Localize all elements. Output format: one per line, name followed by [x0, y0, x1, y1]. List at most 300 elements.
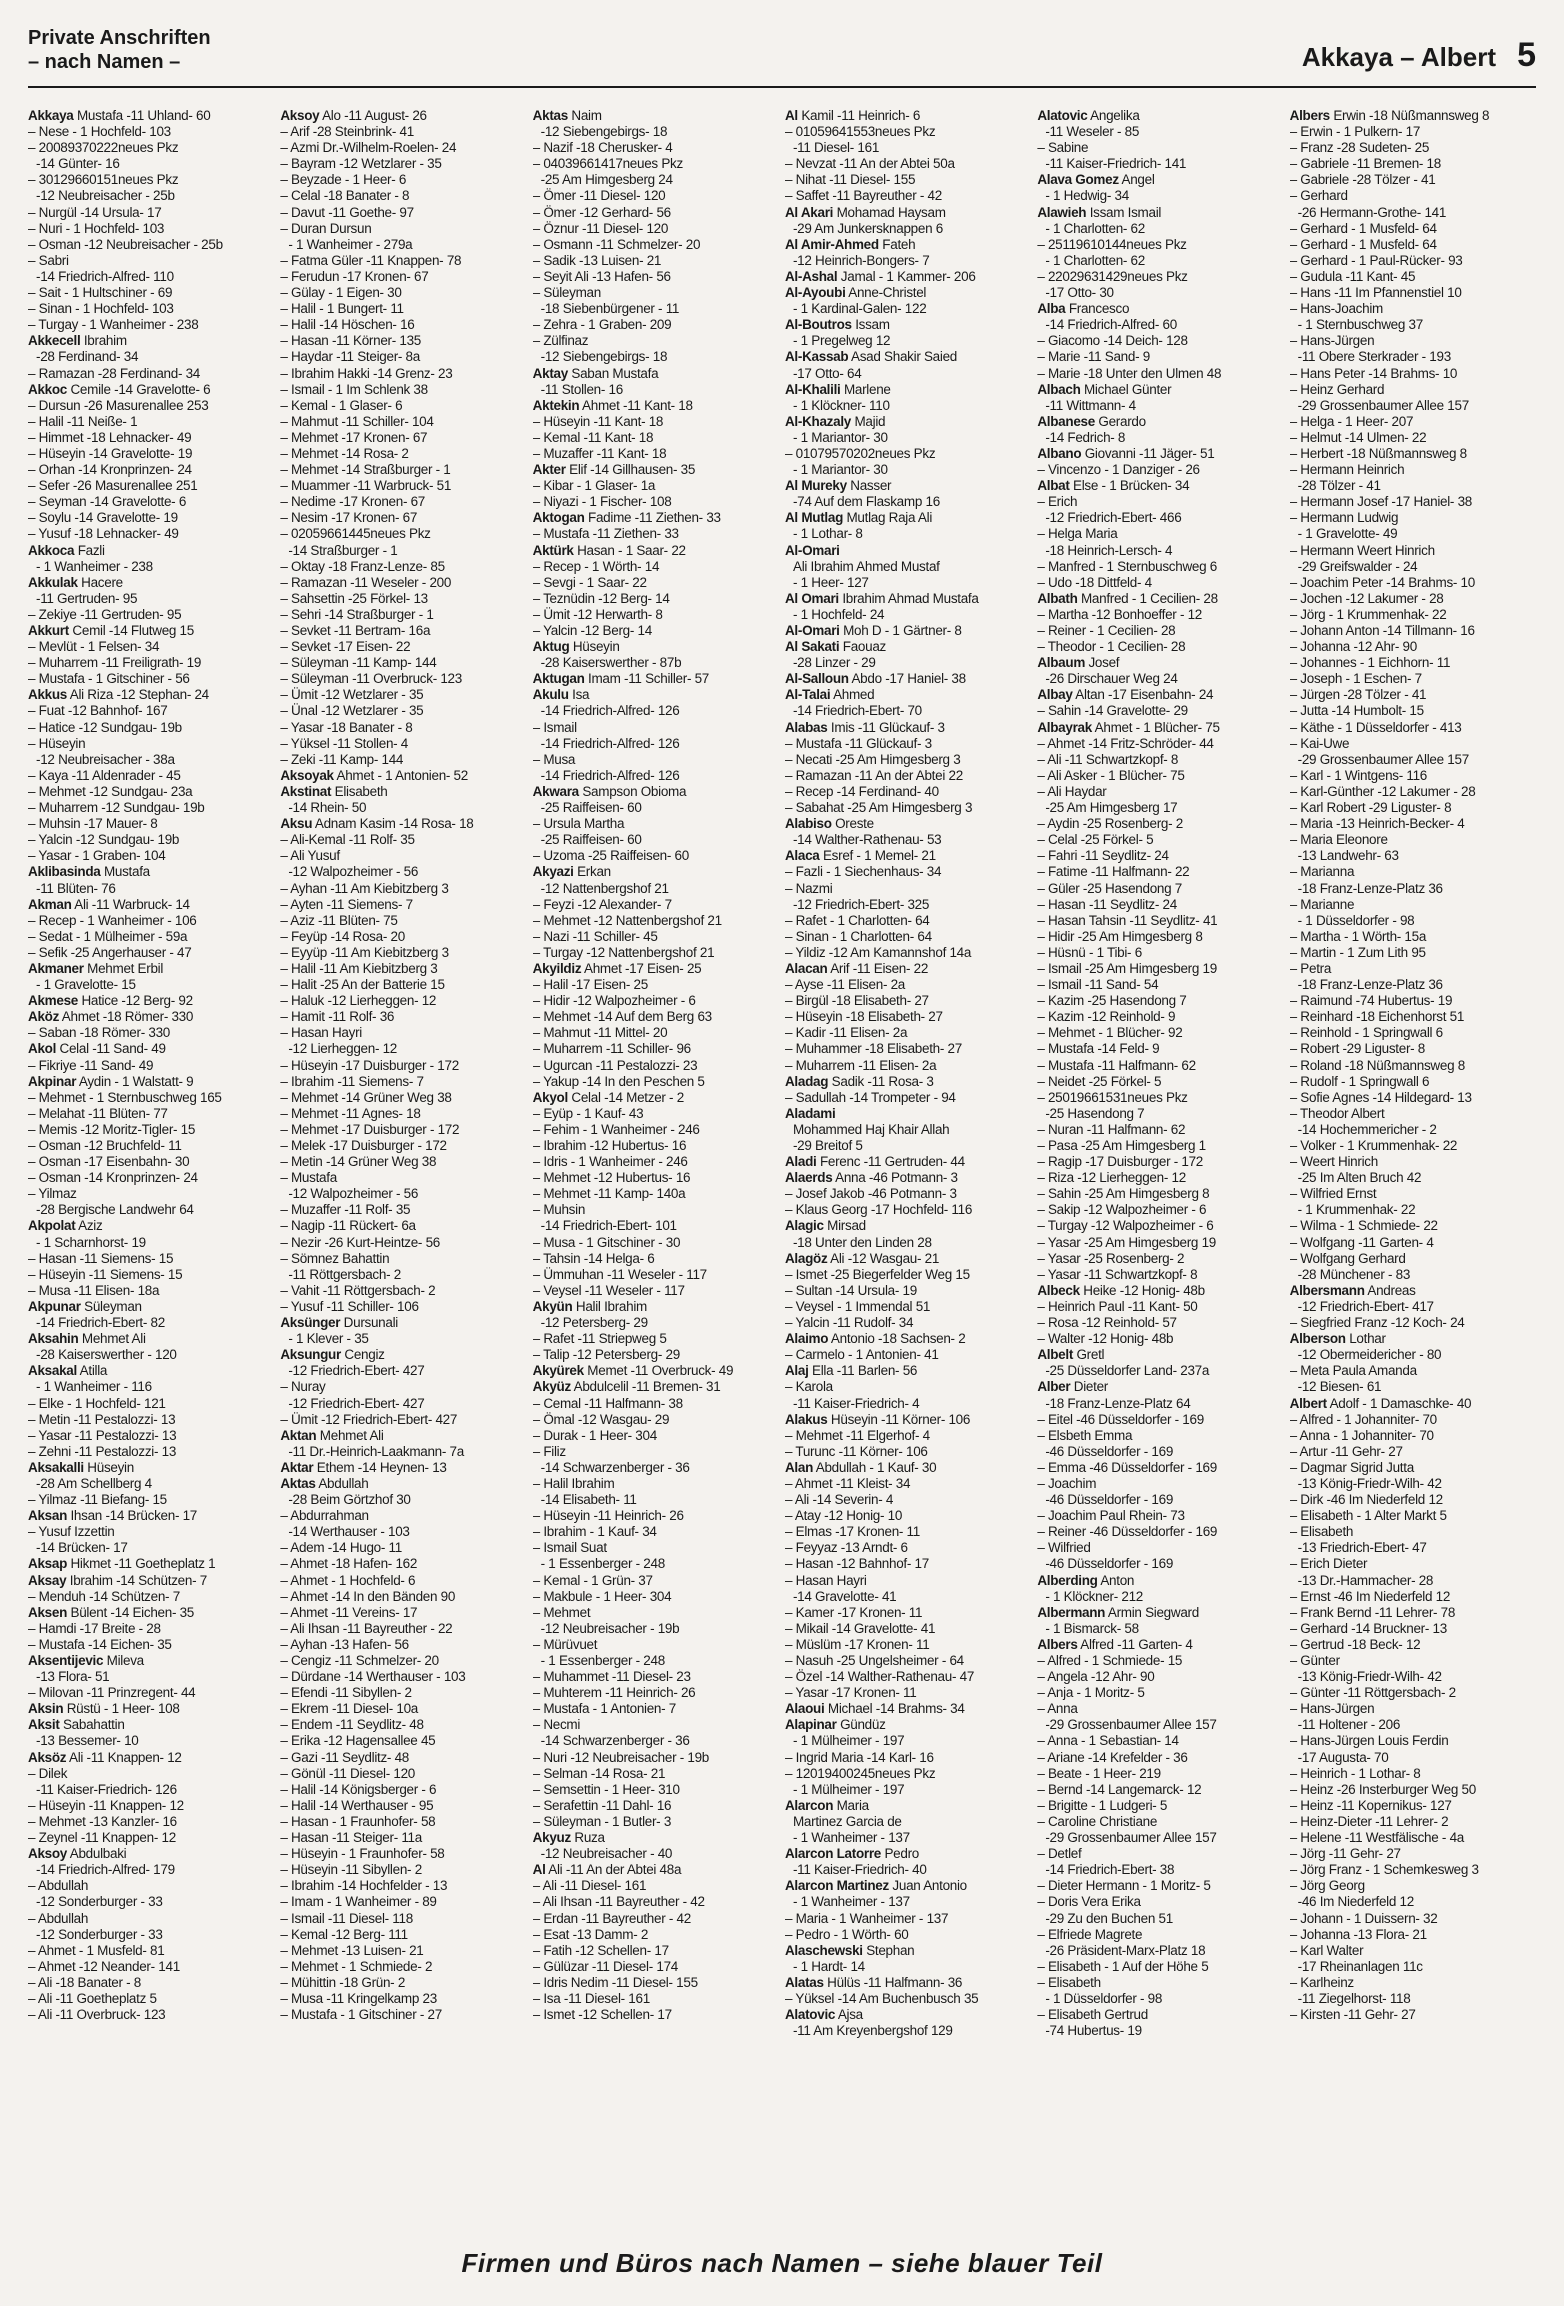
- directory-entry: [533, 108, 779, 124]
- directory-entry: [785, 398, 1031, 414]
- directory-entry: [533, 188, 779, 204]
- directory-entry: [785, 205, 1031, 221]
- directory-entry: [1037, 414, 1283, 430]
- entry-text: - 1 Düsseldorfer - 98: [1297, 912, 1415, 928]
- entry-text: – Saffet -11 Bayreuther - 42: [784, 188, 942, 204]
- entry-text: – Joseph - 1 Eschen- 7: [1289, 671, 1422, 687]
- entry-text: -14 Hochemmericher - 2: [1297, 1121, 1437, 1137]
- directory-entry: [533, 526, 779, 542]
- directory-entry: [280, 1202, 526, 1218]
- entry-text: - 1 Gravelotte- 15: [36, 977, 136, 993]
- entry-text: – Mehmet -14 Grüner Weg 38: [280, 1089, 452, 1105]
- directory-entry: [28, 1605, 274, 1621]
- directory-entry: [785, 1186, 1031, 1202]
- directory-entry: [280, 1460, 526, 1476]
- entry-text: – Veysel - 1 Immendal 51: [784, 1298, 931, 1314]
- directory-entry: [280, 1186, 526, 1202]
- directory-entry: [533, 1589, 779, 1605]
- directory-entry: [1290, 237, 1536, 253]
- directory-entry: [533, 1460, 779, 1476]
- directory-entry: [280, 1846, 526, 1862]
- directory-entry: [280, 221, 526, 237]
- directory-entry: [785, 961, 1031, 977]
- directory-entry: [28, 1733, 274, 1749]
- entry-text: – Hüseyin -11 Knappen- 12: [28, 1797, 184, 1813]
- entry-text: – Hüseyin -11 Sibyllen- 2: [280, 1862, 422, 1878]
- entry-text: Dursunali: [343, 1315, 398, 1331]
- directory-entry: [533, 172, 779, 188]
- entry-text: Mehmet Erbil: [87, 960, 164, 976]
- directory-entry: [1037, 140, 1283, 156]
- directory-entry: [1290, 221, 1536, 237]
- directory-entry: [280, 1959, 526, 1975]
- entry-text: – Nedime -17 Kronen- 67: [280, 494, 426, 510]
- surname: Aktürk: [532, 542, 574, 558]
- entry-text: -11 Diesel- 161: [792, 140, 880, 156]
- surname: Alan: [784, 1459, 814, 1475]
- entry-text: -14 Friedrich-Ebert- 70: [792, 703, 922, 719]
- page-number: 5: [1517, 36, 1536, 74]
- directory-entry: [1290, 1733, 1536, 1749]
- surname: Alakus: [784, 1411, 828, 1427]
- directory-entry: [533, 913, 779, 929]
- entry-text: – Muharrem -11 Schiller- 96: [532, 1041, 691, 1057]
- directory-entry: [1037, 655, 1283, 671]
- directory-entry: [1037, 1363, 1283, 1379]
- entry-text: – Elke - 1 Hochfeld- 121: [28, 1395, 166, 1411]
- surname: Albers: [1289, 108, 1330, 123]
- entry-text: – Niyazi - 1 Fischer- 108: [532, 494, 672, 510]
- entry-text: – Güler -25 Hasendong 7: [1037, 880, 1183, 896]
- entry-text: – Gerhard - 1 Musfeld- 64: [1289, 220, 1437, 236]
- directory-entry: [1290, 253, 1536, 269]
- directory-entry: [785, 1283, 1031, 1299]
- entry-text: Aydin - 1 Walstatt- 9: [78, 1073, 194, 1089]
- directory-entry: [280, 1524, 526, 1540]
- entry-text: – Müslüm -17 Kronen- 11: [784, 1636, 930, 1652]
- directory-entry: [1290, 333, 1536, 349]
- directory-entry: [533, 1428, 779, 1444]
- entry-text: Isa: [572, 687, 590, 703]
- directory-entry: [28, 1041, 274, 1057]
- entry-text: – Semsettin - 1 Heer- 310: [532, 1781, 680, 1797]
- directory-entry: [1037, 108, 1283, 124]
- entry-text: – Recep - 1 Wanheimer - 106: [28, 912, 197, 928]
- entry-text: – 25119610144neues Pkz: [1037, 236, 1187, 252]
- entry-text: – Heinrich - 1 Lothar- 8: [1289, 1765, 1421, 1781]
- surname: Alaschewski: [784, 1942, 863, 1958]
- directory-entry: [1290, 1782, 1536, 1798]
- directory-entry: [28, 1379, 274, 1395]
- entry-text: Michael Günter: [1083, 381, 1172, 397]
- directory-entry: [1037, 1331, 1283, 1347]
- entry-text: -26 Hermann-Grothe- 141: [1297, 204, 1447, 220]
- directory-entry: [280, 526, 526, 542]
- entry-text: – Dagmar Sigrid Jutta: [1289, 1459, 1414, 1475]
- directory-entry: [1037, 1669, 1283, 1685]
- entry-text: Mirsad: [827, 1218, 866, 1234]
- entry-text: -25 Düsseldorfer Land- 237a: [1045, 1363, 1210, 1379]
- surname: Akkoc: [28, 381, 68, 397]
- directory-entry: [28, 1428, 274, 1444]
- surname: Albeck: [1037, 1282, 1080, 1298]
- directory-entry: [280, 494, 526, 510]
- directory-entry: [1037, 237, 1283, 253]
- directory-entry: [1037, 1396, 1283, 1412]
- entry-text: – Anna - 1 Sebastian- 14: [1037, 1733, 1179, 1749]
- entry-text: – Pedro - 1 Wörth- 60: [784, 1926, 909, 1942]
- directory-entry: [1290, 1894, 1536, 1910]
- directory-entry: [785, 1717, 1031, 1733]
- entry-text: – Franz -28 Sudeten- 25: [1289, 140, 1430, 156]
- surname: Aksoy: [28, 1846, 68, 1862]
- directory-entry: [280, 446, 526, 462]
- directory-entry: [785, 1637, 1031, 1653]
- surname: Akyazi: [532, 864, 574, 880]
- directory-entry: [28, 784, 274, 800]
- entry-text: -11 Gertruden- 95: [36, 590, 138, 606]
- directory-entry: [533, 671, 779, 687]
- entry-text: – Nuray: [280, 1379, 326, 1395]
- entry-text: -28 Am Schellberg 4: [36, 1475, 152, 1491]
- directory-entry: [785, 462, 1031, 478]
- directory-entry: [533, 382, 779, 398]
- entry-text: – Helene -11 Westfälische - 4a: [1289, 1830, 1464, 1846]
- entry-text: Halil Ibrahim: [575, 1298, 647, 1314]
- directory-entry: [280, 1991, 526, 2007]
- entry-text: – Halil -11 Neiße- 1: [28, 413, 138, 429]
- directory-entry: [533, 897, 779, 913]
- directory-entry: [1037, 1733, 1283, 1749]
- entry-text: – Ali -11 Overbruck- 123: [28, 2007, 166, 2023]
- directory-entry: [280, 1476, 526, 1492]
- directory-entry: [1290, 1251, 1536, 1267]
- directory-entry: [785, 1122, 1031, 1138]
- footer-note: Firmen und Büros nach Namen – siehe blauer Teil: [461, 2248, 1103, 2278]
- entry-text: – Rafet -11 Striepweg 5: [532, 1331, 667, 1347]
- directory-entry: [1290, 1637, 1536, 1653]
- entry-text: Fateh: [882, 236, 916, 252]
- surname: Albers: [1037, 1636, 1078, 1652]
- directory-entry: [533, 140, 779, 156]
- directory-entry: [1037, 1653, 1283, 1669]
- directory-entry: [1290, 559, 1536, 575]
- entry-text: – Mustafa - 1 Gitschiner - 56: [28, 671, 190, 687]
- directory-entry: [1290, 897, 1536, 913]
- entry-text: – Saban -18 Römer- 330: [28, 1025, 170, 1041]
- directory-entry: [28, 1573, 274, 1589]
- directory-entry: [1290, 864, 1536, 880]
- directory-entry: [28, 1251, 274, 1267]
- directory-entry: [1290, 639, 1536, 655]
- surname: Akkoca: [28, 542, 75, 558]
- entry-text: – Sadullah -14 Trompeter - 94: [784, 1089, 956, 1105]
- directory-entry: [785, 446, 1031, 462]
- directory-entry: [533, 1524, 779, 1540]
- entry-text: – Recep -14 Ferdinand- 40: [784, 783, 939, 799]
- entry-text: – Haydar -11 Steiger- 8a: [280, 349, 420, 365]
- entry-text: -13 Dr.-Hammacher- 28: [1297, 1572, 1434, 1588]
- directory-entry: [28, 1154, 274, 1170]
- directory-entry: [28, 1975, 274, 1991]
- entry-text: -17 Otto- 30: [1045, 285, 1114, 301]
- entry-text: – Erich: [1037, 494, 1078, 510]
- directory-entry: [1290, 1186, 1536, 1202]
- entry-text: -12 Siebengebirgs- 18: [540, 124, 668, 140]
- entry-text: -11 Weseler - 85: [1045, 124, 1140, 140]
- entry-text: – Osmann -11 Schmelzer- 20: [532, 236, 701, 252]
- directory-entry: [533, 575, 779, 591]
- directory-entry: [1290, 607, 1536, 623]
- directory-entry: [28, 1830, 274, 1846]
- entry-text: – Mustafa -14 Feld- 9: [1037, 1041, 1160, 1057]
- entry-text: – Fikriye -11 Sand- 49: [28, 1057, 154, 1073]
- entry-text: – Zehra - 1 Graben- 209: [532, 317, 672, 333]
- directory-entry: [1037, 317, 1283, 333]
- entry-text: Else - 1 Brücken- 34: [1073, 478, 1190, 494]
- entry-text: – Angela -12 Ahr- 90: [1037, 1669, 1155, 1685]
- entry-text: -12 Walpozheimer - 56: [288, 1186, 419, 1202]
- entry-text: – 01079570202neues Pkz: [784, 445, 936, 461]
- entry-text: – Seyman -14 Gravelotte- 6: [28, 494, 187, 510]
- entry-text: – Günter: [1289, 1653, 1340, 1668]
- directory-entry: [533, 1959, 779, 1975]
- directory-entry: [28, 1363, 274, 1379]
- directory-entry: [1290, 1009, 1536, 1025]
- entry-text: -28 Kaiserswerther - 87b: [540, 655, 682, 671]
- entry-text: - 1 Charlotten- 62: [1045, 252, 1145, 268]
- surname: Al Amir-Ahmed: [784, 236, 879, 252]
- entry-text: – Mühittin -18 Grün- 2: [280, 1974, 406, 1990]
- directory-entry: [28, 1943, 274, 1959]
- entry-text: – Hans-Jürgen: [1289, 333, 1375, 349]
- directory-entry: [785, 1460, 1031, 1476]
- directory-entry: [533, 1476, 779, 1492]
- entry-text: Anton: [1100, 1572, 1135, 1588]
- entry-text: – Johanna -13 Flora- 21: [1289, 1926, 1427, 1942]
- entry-text: – Doris Vera Erika: [1037, 1894, 1141, 1910]
- entry-text: – Muhammer -18 Elisabeth- 27: [784, 1041, 962, 1057]
- entry-text: Hüseyin -11 Körner- 106: [830, 1411, 971, 1427]
- surname: Aksay: [28, 1572, 67, 1588]
- entry-text: – Erich Dieter: [1289, 1556, 1368, 1572]
- entry-text: -14 Friedrich-Alfred- 60: [1045, 317, 1177, 333]
- entry-text: Gretl: [1076, 1347, 1105, 1363]
- entry-text: – Sabahat -25 Am Himgesberg 3: [784, 800, 973, 816]
- entry-text: – Alfred - 1 Johanniter- 70: [1289, 1411, 1437, 1427]
- directory-entry: [785, 1025, 1031, 1041]
- entry-text: – Ali -18 Banater - 8: [28, 1974, 142, 1990]
- directory-entry: [280, 205, 526, 221]
- directory-entry: [28, 1637, 274, 1653]
- directory-entry: [280, 945, 526, 961]
- entry-text: – Ayten -11 Siemens- 7: [280, 896, 413, 912]
- surname: Alava Gomez: [1037, 172, 1119, 188]
- entry-text: – Eyüp - 1 Kauf- 43: [532, 1105, 644, 1121]
- entry-text: – Yusuf -11 Schiller- 106: [280, 1298, 419, 1314]
- directory-entry: [785, 510, 1031, 526]
- entry-text: – Haluk -12 Lierheggen- 12: [280, 993, 437, 1009]
- directory-entry: [1037, 188, 1283, 204]
- directory-entry: [533, 1299, 779, 1315]
- entry-text: – Arif -28 Steinbrink- 41: [280, 124, 414, 140]
- entry-text: – Fehim - 1 Wanheimer - 246: [532, 1121, 700, 1137]
- surname: Albat: [1037, 478, 1070, 494]
- directory-entry: [785, 1524, 1031, 1540]
- directory-entry: [533, 1975, 779, 1991]
- entry-text: – Joachim Peter -14 Brahms- 10: [1289, 574, 1475, 590]
- entry-text: – Nuran -11 Halfmann- 62: [1037, 1121, 1186, 1137]
- entry-text: Mutlag Raja Ali: [846, 510, 933, 526]
- surname: Al-Ashal: [784, 268, 838, 284]
- surname: Alacan: [784, 960, 828, 976]
- directory-entry: [280, 1154, 526, 1170]
- directory-entry: [785, 1444, 1031, 1460]
- entry-text: Bülent -14 Eichen- 35: [70, 1604, 195, 1620]
- entry-text: – Gabriele -11 Bremen- 18: [1289, 156, 1441, 172]
- directory-entry: [1037, 1154, 1283, 1170]
- entry-text: – Sehri -14 Straßburger - 1: [280, 606, 434, 622]
- entry-text: – Neidet -25 Förkel- 5: [1037, 1073, 1162, 1089]
- directory-entry: [1037, 1235, 1283, 1251]
- surname: Akol: [28, 1041, 57, 1057]
- entry-text: – Heinz Gerhard: [1289, 381, 1385, 397]
- directory-entry: [1037, 494, 1283, 510]
- entry-text: – Gabriele -28 Tölzer - 41: [1289, 172, 1436, 188]
- directory-entry: [533, 1701, 779, 1717]
- entry-text: – Özel -14 Walther-Rathenau- 47: [784, 1669, 975, 1685]
- entry-text: -14 Friedrich-Ebert- 82: [36, 1315, 165, 1331]
- directory-entry: [280, 1058, 526, 1074]
- directory-entry: [785, 1733, 1031, 1749]
- directory-entry: [1290, 108, 1536, 124]
- directory-entry: [1037, 1717, 1283, 1733]
- surname: Alber: [1037, 1379, 1071, 1395]
- directory-entry: [1290, 366, 1536, 382]
- directory-entry: [28, 1508, 274, 1524]
- directory-entry: [533, 1766, 779, 1782]
- directory-entry: [1290, 1605, 1536, 1621]
- entry-text: – Bernd -14 Langemarck- 12: [1037, 1781, 1202, 1797]
- entry-text: – Sait - 1 Hultschiner - 69: [28, 285, 173, 301]
- directory-entry: [1290, 478, 1536, 494]
- directory-entry: [1037, 768, 1283, 784]
- directory-entry: [533, 929, 779, 945]
- entry-text: Ali -12 Wasgau- 21: [830, 1250, 940, 1266]
- entry-text: – Theodor - 1 Cecilien- 28: [1037, 639, 1186, 655]
- directory-entry: [533, 687, 779, 703]
- entry-text: – Elisabeth: [1289, 1524, 1354, 1540]
- entry-text: – Cemal -11 Halfmann- 38: [532, 1395, 683, 1411]
- directory-entry: [1290, 1943, 1536, 1959]
- entry-text: -11 Kaiser-Friedrich- 126: [36, 1781, 177, 1797]
- directory-entry: [28, 285, 274, 301]
- entry-text: Hikmet -11 Goetheplatz 1: [70, 1556, 216, 1572]
- entry-text: – 04039661417neues Pkz: [532, 156, 683, 172]
- entry-text: – Wilma - 1 Schmiede- 22: [1289, 1218, 1438, 1234]
- directory-entry: [280, 832, 526, 848]
- entry-text: -29 Breitof 5: [792, 1138, 863, 1153]
- directory-entry: [1037, 1283, 1283, 1299]
- directory-entry: [1290, 816, 1536, 832]
- directory-entry: [785, 848, 1031, 864]
- directory-entry: [1037, 1637, 1283, 1653]
- directory-entry: [1037, 269, 1283, 285]
- entry-text: – Ömer -11 Diesel- 120: [532, 188, 666, 204]
- directory-entry: [28, 301, 274, 317]
- directory-entry: [533, 720, 779, 736]
- directory-entry: [533, 349, 779, 365]
- entry-text: – Kirsten -11 Gehr- 27: [1289, 2007, 1416, 2023]
- entry-text: – Reiner - 1 Cecilien- 28: [1037, 623, 1176, 638]
- entry-text: – Hasan -12 Bahnhof- 17: [784, 1556, 929, 1572]
- directory-entry: [280, 510, 526, 526]
- directory-entry: [533, 1283, 779, 1299]
- directory-entry: [785, 1202, 1031, 1218]
- entry-text: – Muhsin: [532, 1202, 586, 1218]
- directory-entry: [280, 1331, 526, 1347]
- directory-entry: [280, 800, 526, 816]
- entry-text: – Ali -11 Goetheplatz 5: [28, 1990, 157, 2006]
- entry-text: – Beate - 1 Heer- 219: [1037, 1765, 1161, 1781]
- entry-text: – Martin - 1 Zum Lith 95: [1289, 944, 1426, 960]
- directory-entry: [785, 607, 1031, 623]
- directory-entry: [533, 510, 779, 526]
- directory-entry: [280, 1653, 526, 1669]
- directory-entry: [533, 1315, 779, 1331]
- entry-text: – Kazim -12 Reinhold- 9: [1037, 1009, 1176, 1025]
- entry-text: – Yalcin -12 Sundgau- 19b: [28, 832, 180, 848]
- directory-entry: [1037, 945, 1283, 961]
- entry-text: -12 Neubreisacher - 19b: [540, 1620, 680, 1636]
- directory-entry: [785, 1911, 1031, 1927]
- directory-entry: [1290, 2007, 1536, 2023]
- entry-text: – Feyüp -14 Rosa- 20: [280, 928, 405, 944]
- directory-entry: [533, 1347, 779, 1363]
- directory-entry: [28, 1798, 274, 1814]
- directory-entry: [28, 1460, 274, 1476]
- directory-entry: [1290, 655, 1536, 671]
- entry-text: -11 Wittmann- 4: [1045, 397, 1136, 413]
- entry-text: – Sofie Agnes -14 Hildegard- 13: [1289, 1089, 1472, 1105]
- directory-entry: [28, 736, 274, 752]
- entry-text: – Nazmi: [784, 880, 833, 896]
- entry-text: -18 Franz-Lenze-Platz 36: [1297, 977, 1443, 993]
- directory-entry: [533, 977, 779, 993]
- entry-text: Lothar: [1349, 1331, 1386, 1347]
- entry-text: – Elisabeth - 1 Alter Markt 5: [1289, 1508, 1447, 1524]
- directory-entry: [1290, 1556, 1536, 1572]
- surname: Akyürek: [532, 1363, 584, 1379]
- entry-text: – Mehmet -12 Sundgau- 23a: [28, 783, 193, 799]
- directory-entry: [533, 446, 779, 462]
- entry-text: -12 Lierheggen- 12: [288, 1041, 398, 1057]
- directory-entry: [28, 333, 274, 349]
- directory-entry: [28, 768, 274, 784]
- entry-text: - 1 Essenberger - 248: [540, 1556, 665, 1572]
- directory-entry: [280, 1685, 526, 1701]
- directory-entry: [28, 1524, 274, 1540]
- entry-text: – Sevket -17 Eisen- 22: [280, 639, 411, 655]
- directory-entry: [785, 253, 1031, 269]
- directory-entry: [785, 1412, 1031, 1428]
- entry-text: – Osman -17 Eisenbahn- 30: [28, 1154, 190, 1170]
- entry-text: – Klaus Georg -17 Hochfeld- 116: [784, 1202, 973, 1218]
- entry-text: – Mahmut -11 Mittel- 20: [532, 1025, 668, 1041]
- entry-text: – Muharrem -12 Sundgau- 19b: [28, 800, 205, 816]
- entry-text: – Gazi -11 Seydlitz- 48: [280, 1749, 409, 1765]
- directory-entry: [1037, 1943, 1283, 1959]
